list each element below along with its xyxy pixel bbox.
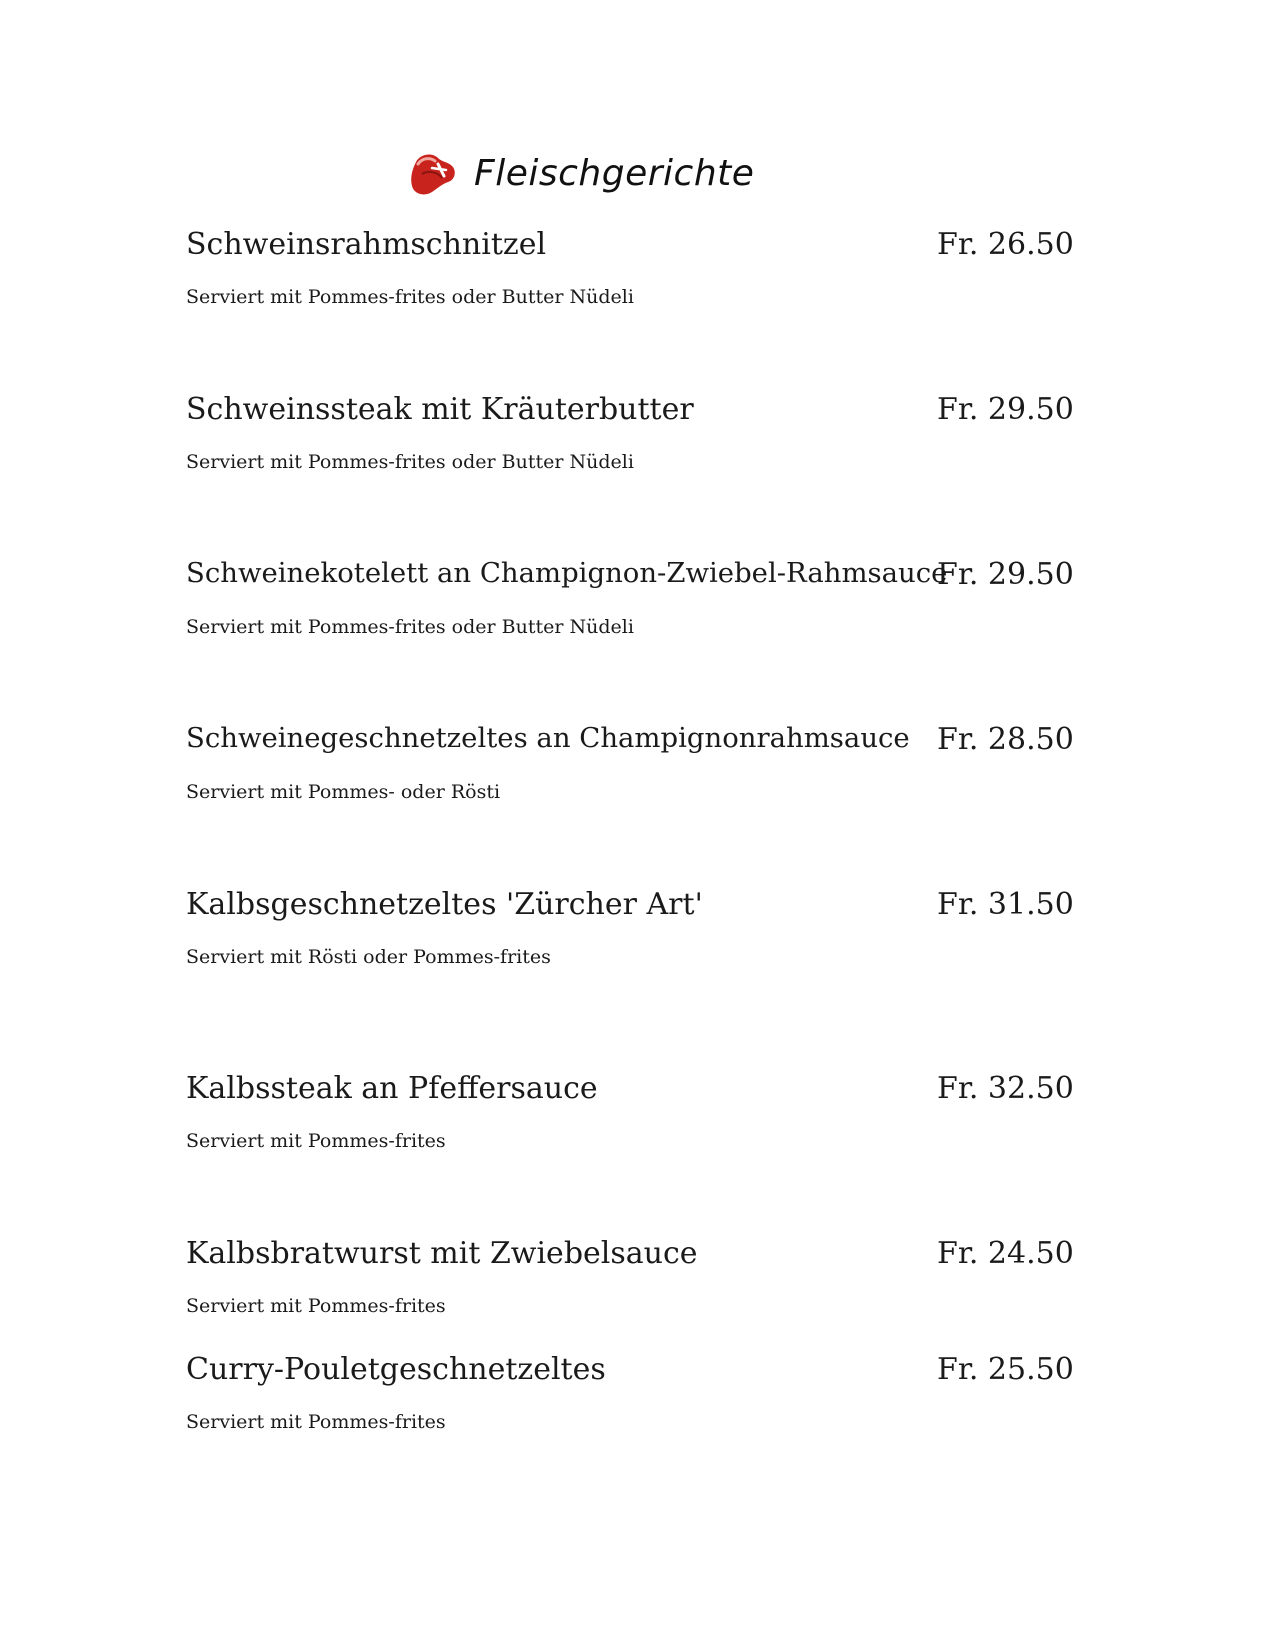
item-name: Curry-Pouletgeschnetzeltes [186, 1352, 606, 1387]
item-description: Serviert mit Pommes-frites oder Butter Nüdeli [186, 616, 634, 638]
item-description: Serviert mit Pommes-frites oder Butter Nüdeli [186, 451, 634, 473]
item-price: Fr. 32.50 [937, 1071, 1074, 1106]
item-description: Serviert mit Pommes-frites [186, 1411, 446, 1433]
page-header [0, 150, 1273, 210]
item-description: Serviert mit Pommes-frites [186, 1130, 446, 1152]
item-name: Kalbssteak an Pfeffersauce [186, 1071, 598, 1106]
steak-icon [408, 150, 458, 198]
item-name: Schweinegeschnetzeltes an Champignonrahmsauce [186, 722, 910, 754]
item-price: Fr. 26.50 [937, 227, 1074, 262]
item-name: Schweinsrahmschnitzel [186, 227, 547, 262]
item-price: Fr. 25.50 [937, 1352, 1074, 1387]
item-price: Fr. 29.50 [937, 557, 1074, 592]
item-description: Serviert mit Pommes-frites oder Butter Nüdeli [186, 286, 634, 308]
item-price: Fr. 28.50 [937, 722, 1074, 757]
item-description: Serviert mit Pommes-frites [186, 1295, 446, 1317]
page-title: Fleischgerichte [474, 153, 755, 194]
item-description: Serviert mit Rösti oder Pommes-frites [186, 946, 551, 968]
item-name: Kalbsbratwurst mit Zwiebelsauce [186, 1236, 698, 1271]
header-title-group [408, 150, 754, 198]
item-price: Fr. 29.50 [937, 392, 1074, 427]
item-price: Fr. 24.50 [937, 1236, 1074, 1271]
item-description: Serviert mit Pommes- oder Rösti [186, 781, 501, 803]
item-name: Schweinssteak mit Kräuterbutter [186, 392, 694, 427]
item-name: Kalbsgeschnetzeltes 'Zürcher Art' [186, 887, 703, 922]
item-price: Fr. 31.50 [937, 887, 1074, 922]
item-name: Schweinekotelett an Champignon-Zwiebel-Rahmsauce [186, 557, 948, 589]
